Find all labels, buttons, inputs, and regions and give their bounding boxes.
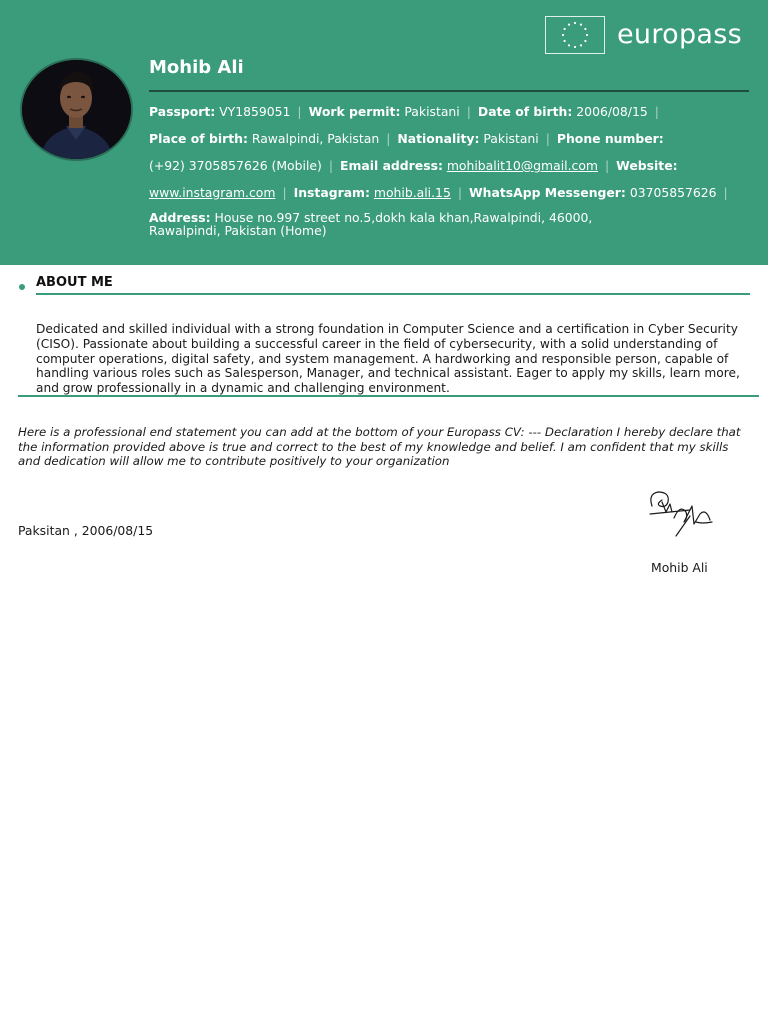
pob-value: Rawalpindi, Pakistan (251, 131, 380, 146)
address-label: Address: (149, 210, 211, 225)
website-label: Website: (616, 158, 678, 173)
address-value: House no.997 street no.5,dokh kala khan,Rawalpindi, 46000, Rawalpindi, Pakistan (Home) (149, 210, 593, 238)
europass-wordmark: europass (617, 19, 742, 50)
email-label: Email address: (340, 158, 443, 173)
avatar (20, 58, 133, 161)
declaration-text: Here is a professional end statement you can add at the bottom of your Europass CV: --- Declaration I hereby declare that the information provided above is true and correct to the best of my knowledge and belief. I am confident that my skills and dedication will allow me to contribute positively to your organization (18, 425, 741, 469)
info-row-4: www.instagram.com | Instagram: mohib.ali.15 | WhatsApp Messenger: 03705857626 | (149, 185, 728, 200)
whatsapp-value: 03705857626 (629, 185, 717, 200)
about-text: Dedicated and skilled individual with a strong foundation in Computer Science and a certification in Cyber Security (CISO). Passionate about building a successful career in the field of cybersecurity, with a solid understanding of computer operations, digital safety, and system management. A hardworking and responsible person, capable of handling various roles such as Salesperson, Manager, and technical assistant. Eager to apply my skills, learn more, and grow professionally in a dynamic and challenging environment. (36, 322, 740, 396)
work-permit-label: Work permit: (308, 104, 401, 119)
whatsapp-label: WhatsApp Messenger: (469, 185, 626, 200)
about-bottom-divider (18, 395, 759, 397)
website-link[interactable]: www.instagram.com (149, 185, 276, 200)
info-row-1: Passport: VY1859051 | Work permit: Pakistani | Date of birth: 2006/08/15 | (149, 104, 659, 119)
signature-image (640, 484, 716, 544)
header-banner (0, 0, 768, 265)
nationality-label: Nationality: (397, 131, 480, 146)
info-row-3: (+92) 3705857626 (Mobile) | Email address: mohibalit10@gmail.com | Website: (149, 158, 678, 173)
instagram-link[interactable]: mohib.ali.15 (373, 185, 451, 200)
info-row-2: Place of birth: Rawalpindi, Pakistan | Nationality: Pakistani | Phone number: (149, 131, 664, 146)
place-date: Paksitan , 2006/08/15 (18, 523, 154, 538)
eu-flag-icon (545, 16, 605, 54)
instagram-label: Instagram: (293, 185, 370, 200)
about-section-title: ABOUT ME (36, 275, 113, 290)
pob-label: Place of birth: (149, 131, 248, 146)
section-bullet-icon (19, 284, 25, 290)
dob-value: 2006/08/15 (576, 104, 648, 119)
signature-name: Mohib Ali (651, 560, 708, 575)
work-permit-value: Pakistani (404, 104, 460, 119)
passport-label: Passport: (149, 104, 216, 119)
nationality-value: Pakistani (483, 131, 539, 146)
europass-logo[interactable] (545, 16, 742, 54)
dob-label: Date of birth: (477, 104, 573, 119)
name-divider (149, 90, 749, 92)
about-section-divider (36, 293, 750, 295)
phone-value: (+92) 3705857626 (Mobile) (149, 158, 322, 173)
phone-label: Phone number: (556, 131, 664, 146)
email-link[interactable]: mohibalit10@gmail.com (446, 158, 598, 173)
info-row-address (149, 211, 619, 237)
profile-name: Mohib Ali (149, 57, 244, 78)
passport-value: VY1859051 (219, 104, 291, 119)
